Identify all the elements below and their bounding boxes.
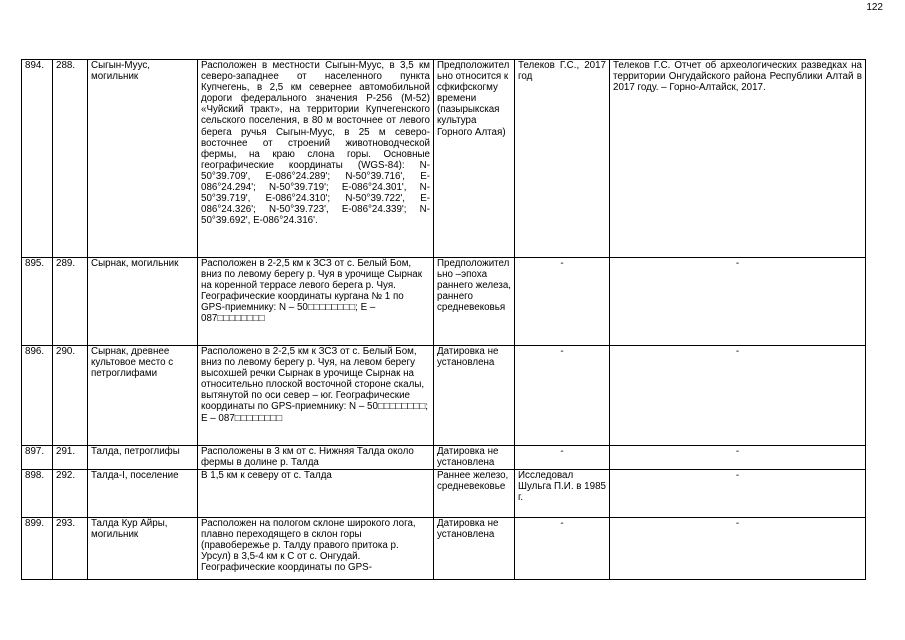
monument-location: Расположен в 2-2,5 км к ЗСЗ от с. Белый Бом, вниз по левому берегу р. Чуя в урочище Сырнак на коренной террасе левого берега р. Чуя. Географические координаты кургана № 1 по GPS-приемнику: N – 50□□□□□□□□; E – 087□□□□□□□□ — [198, 258, 434, 346]
monument-location: В 1,5 км к северу от с. Талда — [198, 470, 434, 518]
table-row — [22, 470, 866, 518]
page-number: 122 — [866, 2, 883, 13]
monuments-table — [21, 59, 866, 580]
row-subnumber: 289. — [53, 258, 88, 346]
monument-source: - — [610, 470, 866, 518]
monument-location: Расположены в 3 км от с. Нижняя Талда около фермы в долине р. Талда — [198, 446, 434, 470]
monument-researcher: - — [515, 258, 610, 346]
monument-dating: Датировка не установлена — [434, 518, 515, 580]
row-subnumber: 293. — [53, 518, 88, 580]
monument-researcher: Исследовал Шульга П.И. в 1985 г. — [515, 470, 610, 518]
row-number: 897. — [22, 446, 53, 470]
monument-name: Сыгын-Муус, могильник — [88, 60, 198, 258]
monument-source: - — [610, 446, 866, 470]
monument-name: Талда Кур Айры, могильник — [88, 518, 198, 580]
row-subnumber: 288. — [53, 60, 88, 258]
monument-source: Телеков Г.С. Отчет об археологических разведках на территории Онгудайского района Республики Алтай в 2017 году. – Горно-Алтайск, 2017. — [610, 60, 866, 258]
monument-source: - — [610, 258, 866, 346]
monument-dating: Датировка не установлена — [434, 446, 515, 470]
monument-source: - — [610, 518, 866, 580]
monument-name: Сырнак, могильник — [88, 258, 198, 346]
table-row — [22, 258, 866, 346]
monument-researcher: - — [515, 446, 610, 470]
row-subnumber: 290. — [53, 346, 88, 446]
monument-location: Расположен на пологом склоне широкого лога, плавно переходящего в склон горы (правобережье р. Талду правого притока р. Урсул) в 3,5-4 км к С от с. Онгудай. Географические координаты по GPS- — [198, 518, 434, 580]
monument-location: Расположен в местности Сыгын-Муус, в 3,5 км северо-западнее от населенного пункта Купчегень, в 2,5 км севернее автомобильной дороги федерального значения Р-256 (М-52) «Чуйский тракт», на территории Купчегенского сельского поселения, в 80 м восточнее от левого берега ручья Сыгын-Муус, в 25 м северо-восточнее от строений животноводческой фермы, на краю слона горы. Основные географические координаты (WGS-84): N-50°39.709', E-086°24.289'; N-50°39.716', E-086°24.294'; N-50°39.719'; E-086°24.301', N-50°39.719', E-086°24.310'; N-50°39.722', E-086°24.326'; N-50°39.723', E-086°24.339'; N-50°39.692', E-086°24.316'. — [198, 60, 434, 258]
monument-location: Расположено в 2-2,5 км к ЗСЗ от с. Белый Бом, вниз по левому берегу р. Чуя, на левом берегу высохшей речки Сырнак в урочище Сырнак на относительно плоской восточной стороне скалы, вытянутой по оси север – юг. Географические координаты по GPS-приемнику: N – 50□□□□□□□□; E – 087□□□□□□□□ — [198, 346, 434, 446]
monument-dating: Предположительно –эпоха раннего железа, раннего средневековья — [434, 258, 515, 346]
row-subnumber: 291. — [53, 446, 88, 470]
monument-source: - — [610, 346, 866, 446]
table-row — [22, 346, 866, 446]
row-subnumber: 292. — [53, 470, 88, 518]
table-row — [22, 60, 866, 258]
monument-dating: Раннее железо, средневековье — [434, 470, 515, 518]
monument-name: Сырнак, древнее культовое место с петроглифами — [88, 346, 198, 446]
row-number: 894. — [22, 60, 53, 258]
monument-researcher: - — [515, 518, 610, 580]
monument-name: Талда-I, поселение — [88, 470, 198, 518]
monument-name: Талда, петроглифы — [88, 446, 198, 470]
table-row — [22, 446, 866, 470]
monument-dating: Предположительно относится к сфкифскогму времени (пазырыкская культура Горного Алтая) — [434, 60, 515, 258]
monument-dating: Датировка не установлена — [434, 346, 515, 446]
table-row — [22, 518, 866, 580]
row-number: 899. — [22, 518, 53, 580]
monument-researcher: - — [515, 346, 610, 446]
row-number: 895. — [22, 258, 53, 346]
row-number: 896. — [22, 346, 53, 446]
monument-researcher: Телеков Г.С., 2017 год — [515, 60, 610, 258]
row-number: 898. — [22, 470, 53, 518]
